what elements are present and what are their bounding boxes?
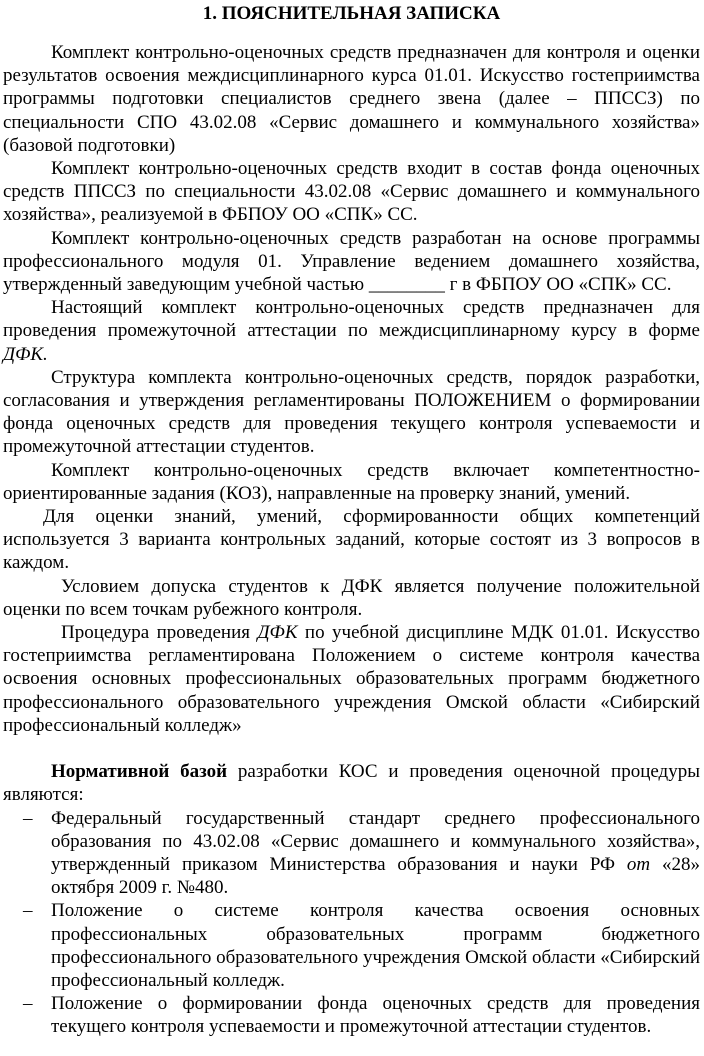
normative-bold: Нормативной базой <box>51 761 228 783</box>
paragraph-admission: Условием допуска студентов к ДФК является получение положительной оценки по всем точкам рубежного контроля. <box>3 575 700 620</box>
attestation-form: ДФК. <box>3 343 48 365</box>
item-before: Положение о формировании фонда оценочных средств для проведения текущего контроля успеваемости и промежуточной аттестации студентов. <box>51 993 700 1038</box>
spacer <box>3 737 700 760</box>
procedure-before: Процедура проведения <box>61 622 258 644</box>
paragraph-purpose: Комплект контрольно-оценочных средств предназначен для контроля и оценки результатов освоения междисциплинарного курса 01.01. Искусство гостеприимства программы подготовки специалистов среднего звена (далее – ППССЗ) по специальности СПО 43.02.08 «Сервис домашнего и коммунального хозяйства» (базовой подготовки) <box>3 42 700 156</box>
dash-marker: – <box>23 807 33 829</box>
paragraph-procedure <box>3 621 700 737</box>
paragraph-variants: Для оценки знаний, умений, сформированности общих компетенций используется 3 варианта контрольных заданий, которые состоят из 3 вопросов в каждом. <box>3 506 700 574</box>
list-item <box>3 992 700 1038</box>
item-after: «28» октября 2009 г. №480. <box>51 853 701 899</box>
normative-list <box>3 807 700 1039</box>
item-before: Положение о системе контроля качества освоения основных профессиональных образовательных программ бюджетного профессионального образовательного учреждения Омской области «Сибирский профессиональный колледж. <box>51 900 700 991</box>
paragraph-tasks: Комплект контрольно-оценочных средств включает компетентностно-ориентированные задания (КОЗ), направленные на проверку знаний, умений. <box>3 459 700 504</box>
procedure-after: по учебной дисциплине МДК 01.01. Искусство гостеприимства регламентирована Положением о системе контроля качества освоения основных профессиональных образовательных программ бюджетного профессионального образовательного учреждения Омской области «Сибирский профессиональный колледж» <box>3 622 701 736</box>
paragraph-basis: Комплект контрольно-оценочных средств разработан на основе программы профессионального модуля 01. Управление ведением домашнего хозяйства, утвержденный заведующим учебной частью ________ г в ФБПОУ ОО «СПК» СС. <box>3 227 700 296</box>
paragraph-fund: Комплект контрольно-оценочных средств входит в состав фонда оценочных средств ППССЗ по специальности 43.02.08 «Сервис домашнего и коммунального хозяйства», реализуемой в ФБПОУ ОО «СПК» СС. <box>3 158 700 226</box>
normative-rest: разработки КОС и проведения оценочной процедуры являются: <box>3 761 700 806</box>
attestation-text: Настоящий комплект контрольно-оценочных средств предназначен для проведения промежуточной аттестации по междисциплинарному курсу в форме <box>3 297 700 342</box>
dash-marker: – <box>23 900 33 922</box>
paragraph-attestation <box>3 296 700 366</box>
list-item <box>3 807 700 900</box>
item-em: от <box>626 853 651 875</box>
page-title: 1. ПОЯСНИТЕЛЬНАЯ ЗАПИСКА <box>202 3 501 24</box>
item-before: Федеральный государственный стандарт среднего профессионального образования по 43.02.08 «Сервис домашнего и коммунального хозяйства», утвержденный приказом Министерства образования и науки РФ <box>51 807 700 875</box>
procedure-em: ДФК <box>257 622 298 644</box>
paragraph-structure: Структура комплекта контрольно-оценочных средств, порядок разработки, согласования и утверждения регламентированы ПОЛОЖЕНИЕМ о формировании фонда оценочных средств для проведения текущего контроля успеваемости и промежуточной аттестации студентов. <box>3 366 700 458</box>
list-item <box>3 899 700 992</box>
paragraph-normative-intro <box>3 760 700 806</box>
dash-marker: – <box>23 993 33 1015</box>
